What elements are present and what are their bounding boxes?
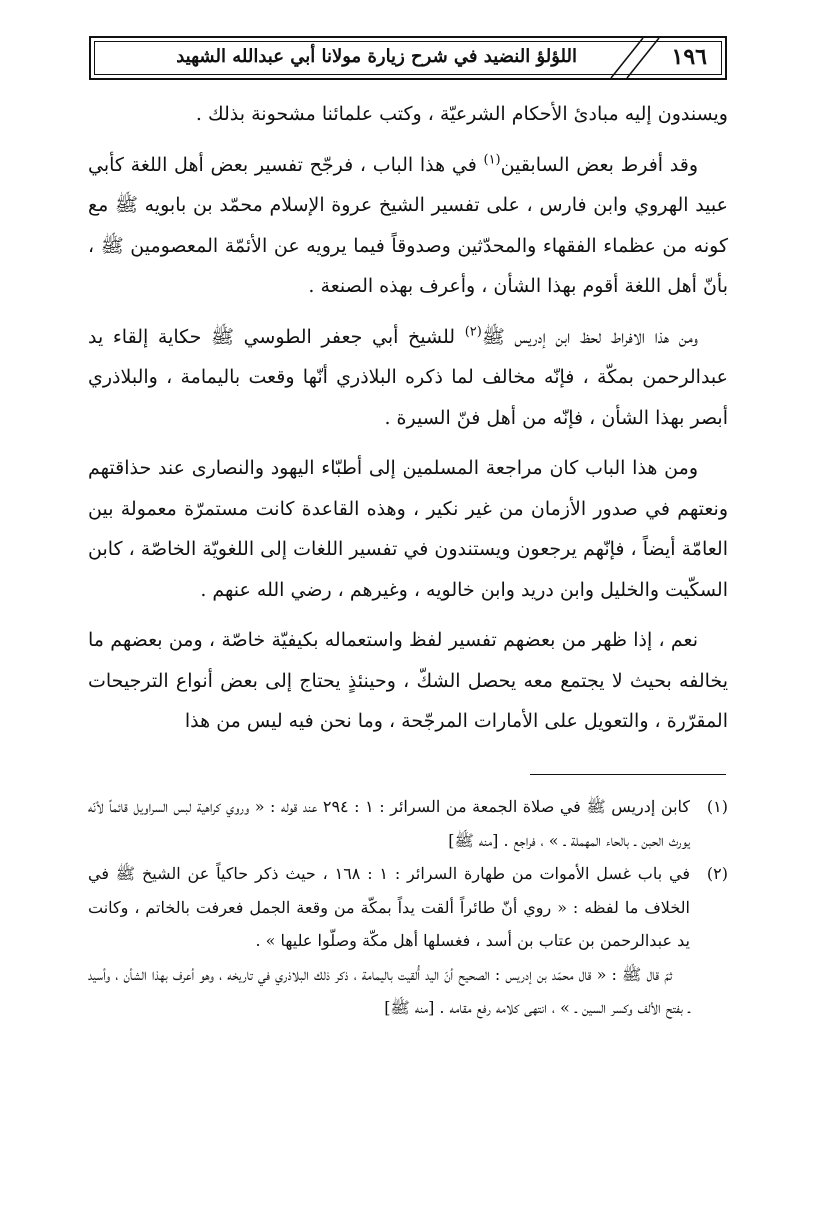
footnote-2-text: في باب غسل الأموات من طهارة السرائر : ١ : ١٦٨ ، حيث ذكر حاكياً عن الشيخ ﷺ في الخلاف ما لفظه : « روي أنّ طائراً ألقت يداً بمكّة من وقعة الجمل فعرفت بالخاتم ، وكانت يد عبدالرحمن بن عتاب بن أسد ، فغسلها أهل مكّة وصلّوا عليها » . <box>88 864 691 950</box>
header-diagonal-ornament <box>91 38 725 78</box>
footnote-2-continuation: ثمّ قال ﷺ : « قال محمّد بن إدريس : الصحيح أنّ اليد أُلقيت باليمامة ، ذكر ذلك البلاذري في تاريخه ، وهو أعرف بهذا الشأن ، وأسيد ـ بفتح الألف وكسر السين ـ » ، انتهى كلامه رفع مقامه . [منه ﷺ] <box>88 964 690 1017</box>
main-text <box>88 94 728 752</box>
footnote-2 <box>88 857 728 958</box>
footnote-ref-2[interactable]: (٢) <box>464 324 482 340</box>
paragraph-4: ومن هذا الباب كان مراجعة المسلمين إلى أطبّاء اليهود والنصارى عند حذاقتهم ونعتهم في صدور الأزمان من غير نكير ، وهذه القاعدة كانت مستمرّة معمولة بين العامّة أيضاً ، فإنّهم يرجعون ويستندون في تفسير اللغات إلى اللغويّة الخاصّة ، كابن السكّيت والخليل وابن دريد وابن خالويه ، وغيرهم ، رضي الله عنهم . <box>88 457 728 601</box>
paragraph-2 <box>88 145 728 307</box>
footnote-separator <box>530 774 726 775</box>
footnote-1-number: (١) <box>706 797 728 816</box>
footnotes <box>88 790 728 1025</box>
paragraph-5: نعم ، إذا ظهر من بعضهم تفسير لفظ واستعماله بكيفيّة خاصّة ، ومن بعضهم ما يخالفه بحيث لا يجتمع معه يحصل الشكّ ، وحينئذٍ يحتاج إلى بعض أنواع الترجيحات المقرّرة ، والتعويل على الأمارات المرجّحة ، وما نحن فيه ليس من هذا <box>88 629 728 732</box>
book-title: اللؤلؤ النضيد في شرح زيارة مولانا أبي عبدالله الشهيد <box>176 46 577 67</box>
paragraph-3 <box>88 317 728 439</box>
footnote-1-text: كابن إدريس ﷺ في صلاة الجمعة من السرائر : ١ : ٢٩٤ عند قوله : « وروي كراهية لبس السراويل قائماً لأنّه يورث الحبن ـ بالحاء المهملة ـ » ، فراجع . [منه ﷺ] <box>88 797 691 850</box>
paragraph-1: ويسندون إليه مبادئ الأحكام الشرعيّة ، وكتب علمائنا مشحونة بذلك . <box>195 103 728 125</box>
paragraph-2-rest: في هذا الباب ، فرجّح تفسير بعض أهل اللغة كأبي عبيد الهروي وابن فارس ، على تفسير الشيخ عروة الإسلام محمّد بن بابويه ﷺ مع كونه من عظماء الفقهاء والمحدّثين وصدوقاً فيما يرويه عن الأئمّة المعصومين ﷺ ، بأنّ أهل اللغة أقوم بهذا الشأن ، وأعرف بهذه الصنعة . <box>88 153 728 297</box>
footnote-ref-1[interactable]: (١) <box>483 152 501 168</box>
footnote-1 <box>88 790 728 857</box>
footnote-2-number: (٢) <box>706 864 728 883</box>
paragraph-3-start: ومن هذا الافراط لحظ ابن إدريس ﷺ <box>481 325 698 348</box>
paragraph-3-rest: للشيخ أبي جعفر الطوسي ﷺ حكاية إلقاء يد عبدالرحمن بمكّة ، فإنّه مخالف لما ذكره البلاذري أنّها وقعت باليمامة ، والبلاذري أبصر بهذا الشأن ، فإنّه من أهل فنّ السيرة . <box>88 325 728 429</box>
running-header <box>89 36 727 80</box>
page-number: ١٩٦ <box>671 44 707 70</box>
paragraph-2-start: وقد أفرط بعض السابقين <box>500 153 698 176</box>
